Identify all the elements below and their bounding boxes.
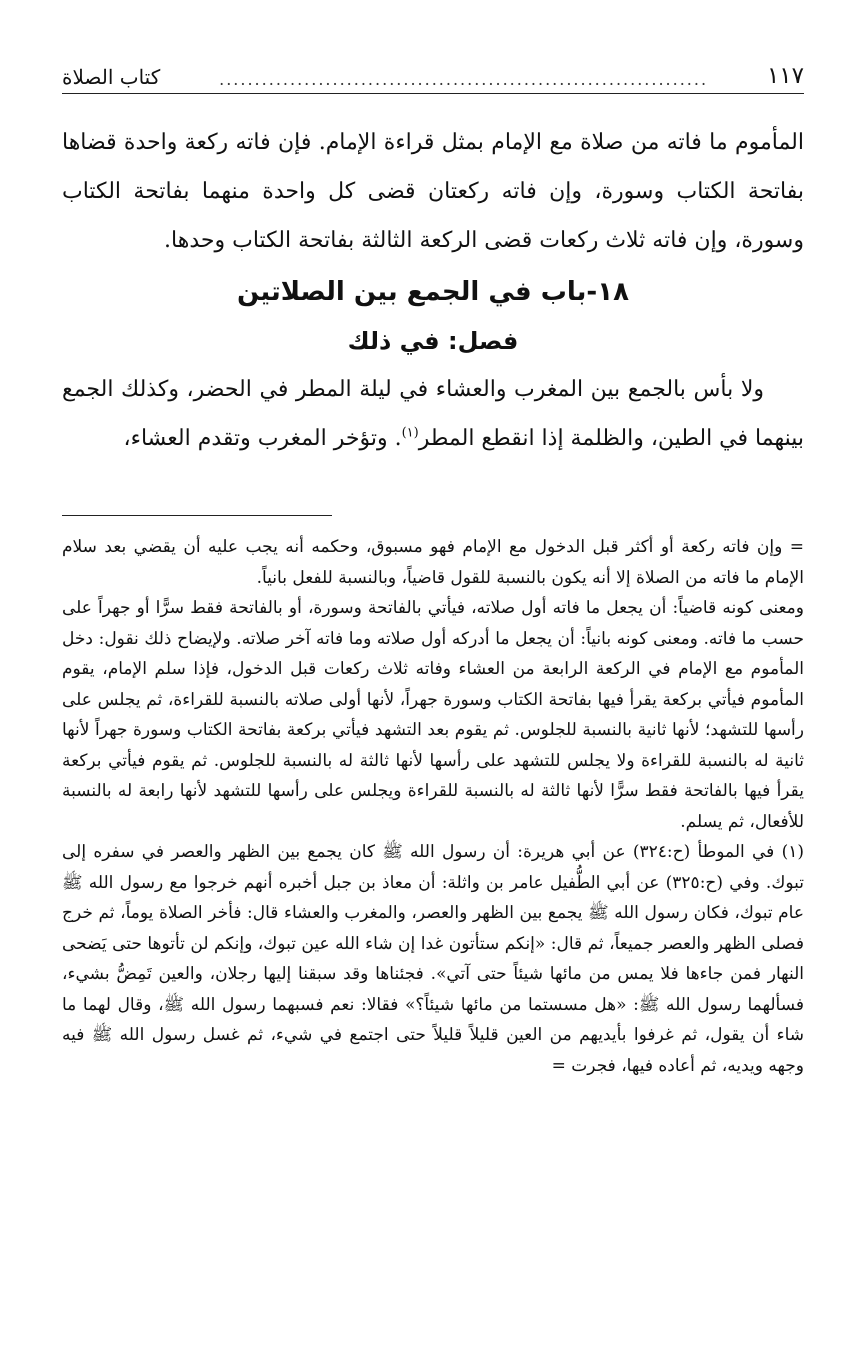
footnote-separator [62, 515, 332, 516]
footnote-meaning: ومعنى كونه قاضياً: أن يجعل ما فاته أول صلاته، فيأتي بالفاتحة وسورة، أو بالفاتحة فقط سرًّا أو جهراً على حسب ما فاته. ومعنى كونه بانياً: أن يجعل ما أدركه أول صلاته وما فاته آخر صلاته. ولإيضاح ذلك نقول: دخل المأموم مع الإمام في الركعة الرابعة من العشاء وفاته ثلاث ركعات قبل الدخول، فإذا سلم الإمام، يقوم المأموم فيأتي بركعة يقرأ فيها بفاتحة الكتاب وسورة جهراً، لأنها أولى صلاته بالنسبة للقراءة، ثم يجلس على رأسها للتشهد؛ لأنها ثانية بالنسبة للجلوس. ثم يقوم بعد التشهد فيأتي بركعة بفاتحة الكتاب وسورة جهراً لأنها ثانية له بالنسبة للقراءة ولا يجلس للتشهد على رأسها لأنها ثالثة له بالنسبة للجلوس. ثم يقوم فيأتي بركعة يقرأ فيها بالفاتحة فقط سرًّا لأنها ثالثة له بالنسبة للقراءة ويجلس على رأسها للتشهد لأنها رابعة له بالنسبة للأفعال، ثم يسلم. [62, 598, 804, 832]
paragraph-continued: المأموم ما فاته من صلاة مع الإمام بمثل قراءة الإمام. فإن فاته ركعة واحدة قضاها بفاتحة الكتاب وسورة، وإن فاته ركعتان قضى كل واحدة منهما بفاتحة الكتاب وسورة، وإن فاته ثلاث ركعات قضى الركعة الثالثة بفاتحة الكتاب وحدها. [62, 130, 804, 253]
section-title: فصل: في ذلك [347, 327, 519, 355]
main-text [62, 118, 804, 463]
footnote-1 [62, 837, 804, 1081]
footnote-reference[interactable]: (١) [401, 425, 419, 441]
chapter-title: ١٨-باب في الجمع بين الصلاتين [237, 277, 629, 307]
paragraph-jam-end: . وتؤخر المغرب وتقدم العشاء، [123, 426, 402, 451]
running-title: كتاب الصلاة [62, 65, 161, 89]
footnote-continued: = وإن فاته ركعة أو أكثر قبل الدخول مع الإمام فهو مسبوق، وحكمه أنه يجب عليه أن يقضي بعد سلام الإمام ما فاته من الصلاة إلا أنه يكون بالنسبة للقول قاضياً، وبالنسبة للفعل بانياً. [62, 537, 804, 588]
running-header [62, 56, 804, 94]
page-number: ١١٧ [766, 63, 804, 89]
footnotes [62, 532, 804, 1081]
page [62, 0, 804, 1371]
footnote-1-marker: (١) [781, 842, 804, 862]
paragraph-jam-start: ولا بأس بالجمع بين المغرب والعشاء في ليلة المطر في الحضر، وكذلك الجمع بينهما في الطين، والظلمة إذا انقطع المطر [62, 377, 804, 451]
footnote-1-text: في الموطأ (ح:٣٢٤) عن أبي هريرة: أن رسول الله ﷺ كان يجمع بين الظهر والعصر في سفره إلى تبوك. وفي (ح:٣٢٥) عن أبي الطُّفيل عامر بن واثلة: أن معاذ بن جبل أخبره أنهم خرجوا مع رسول الله ﷺ عام تبوك، فكان رسول الله ﷺ يجمع بين الظهر والعصر، والمغرب والعشاء قال: فأخر الصلاة يوماً، ثم خرج فصلى الظهر والعصر جميعاً، ثم قال: «إنكم ستأتون غدا إن شاء الله عين تبوك، وإنكم لن تأتوها حتى يَضحى النهار فمن جاءها فلا يمس من مائها شيئاً حتى آتي». فجئناها وقد سبقنا إليها رجلان، والعين تَمِضُّ بشيء، فسألهما رسول الله ﷺ: «هل مسستما من مائها شيئاً؟» فقالا: نعم فسبهما رسول الله ﷺ، وقال لهما ما شاء أن يقول، ثم غرفوا بأيديهم من العين قليلاً قليلاً حتى اجتمع في شيء، ثم غسل رسول الله ﷺ فيه وجهه ويديه، ثم أعاده فيها، فجرت = [62, 842, 804, 1076]
paragraph-jam [62, 365, 804, 463]
leader-dots: ..................................................................... [219, 70, 709, 89]
